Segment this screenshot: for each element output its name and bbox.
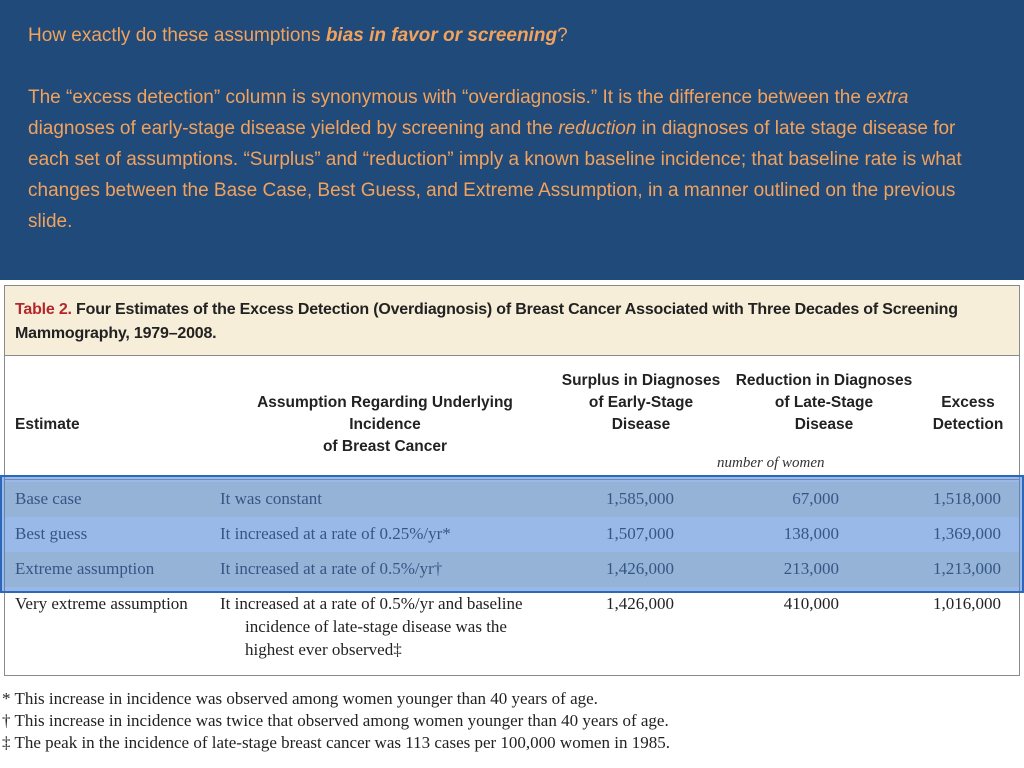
explanation-part-2: diagnoses of early-stage disease yielded by screening and the (28, 118, 559, 139)
header-explanation (28, 82, 988, 237)
question-emphasis: bias in favor or screening (325, 25, 558, 46)
row-surplus: 1,426,000 (606, 594, 674, 613)
row-assumption: It increased at a rate of 0.5%/yr and baseline incidence of late-stage disease was the highest ever observed‡ (220, 594, 523, 659)
col-header-reduction: Reduction in Diagnoses of Late-Stage Disease (735, 372, 913, 433)
header-question (28, 20, 988, 51)
units-label: number of women (717, 455, 825, 471)
highlight-overlay (0, 475, 1024, 593)
footnote-asterisk: * This increase in incidence was observed among women younger than 40 years of age. (2, 689, 598, 708)
table-row (5, 587, 1019, 667)
col-header-excess: Excess Detection (932, 394, 1004, 433)
explanation-extra: extra (866, 87, 909, 108)
footnote-double-dagger: ‡ The peak in the incidence of late-stage breast cancer was 113 cases per 100,000 women in 1985. (2, 733, 670, 752)
col-header-surplus: Surplus in Diagnoses of Early-Stage Disease (561, 372, 721, 433)
footnote-dagger: † This increase in incidence was twice that observed among women younger than 40 years of age. (2, 711, 669, 730)
col-header-assumption: Assumption Regarding Underlying Incidence of Breast Cancer (257, 394, 513, 455)
row-reduction: 410,000 (783, 594, 839, 613)
col-header-estimate: Estimate (15, 416, 80, 433)
table-caption (5, 286, 1019, 356)
header-text (28, 20, 988, 268)
row-estimate: Very extreme assumption (15, 594, 188, 613)
table-number: Table 2. (15, 301, 72, 318)
footnotes (2, 688, 670, 754)
question-suffix: ? (557, 25, 568, 46)
row-excess: 1,016,000 (933, 594, 1001, 613)
table-title: Four Estimates of the Excess Detection (Overdiagnosis) of Breast Cancer Associated with Three Decades of Screening Mammography, 1979–2008. (15, 301, 958, 342)
question-prefix: How exactly do these assumptions (28, 25, 326, 46)
slide-header (0, 0, 1024, 280)
explanation-part-1: The “excess detection” column is synonymous with “overdiagnosis.” It is the difference between the (28, 87, 867, 108)
explanation-part-3: in diagnoses of late stage disease for each set of assumptions. “Surplus” and “reduction” imply a known baseline incidence; that baseline rate is what changes between the Base Case, Best Guess, and Extreme Assumption, in a manner outlined on the previous slide. (28, 118, 962, 232)
explanation-reduction: reduction (558, 118, 637, 139)
